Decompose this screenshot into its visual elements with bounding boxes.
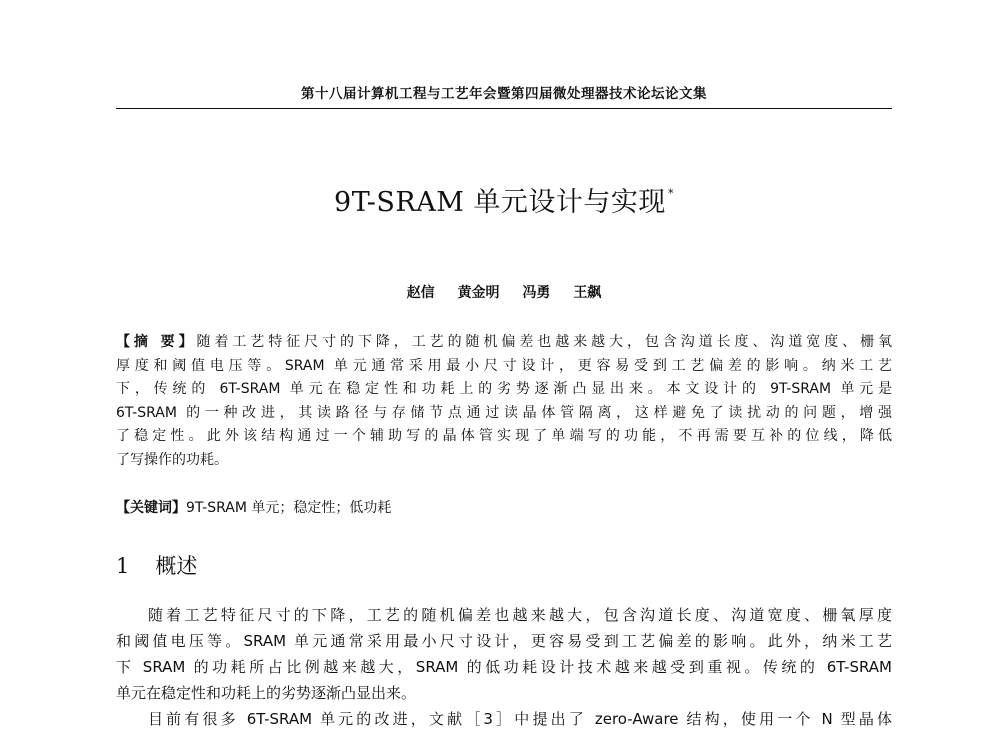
body-line: 单元在稳定性和功耗上的劣势逐渐凸显出来。	[116, 684, 417, 702]
section-title: 概述	[155, 554, 198, 578]
abstract-line: 6T-SRAM 的一种改进，其读路径与存储节点通过读晶体管隔离，这样避免了读扰动的问题，增强	[116, 404, 892, 421]
title-footnote-mark: *	[667, 187, 674, 200]
author: 王飙	[573, 285, 602, 301]
body-line: 和阈值电压等。SRAM 单元通常采用最小尺寸设计，更容易受到工艺偏差的影响。此外，纳米工艺	[116, 632, 892, 650]
abstract-line	[116, 331, 892, 355]
section-number: 1	[116, 554, 130, 578]
author: 黄金明	[457, 285, 500, 301]
author: 赵信	[406, 285, 435, 301]
abstract-line: 了写操作的功耗。	[116, 451, 228, 468]
section-heading	[116, 550, 197, 580]
paper-title-text: 9T-SRAM 单元设计与实现	[334, 187, 666, 218]
body-line: 随着工艺特征尺寸的下降，工艺的随机偏差也越来越大，包含沟道长度、沟道宽度、栅氧厚度	[148, 606, 892, 624]
body-line: 下 SRAM 的功耗所占比例越来越大，SRAM 的低功耗设计技术越来越受到重视。传统的 6T-SRAM	[116, 658, 892, 676]
abstract-line: 下，传统的 6T-SRAM 单元在稳定性和功耗上的劣势逐渐凸显出来。本文设计的 9T-SRAM 单元是	[116, 381, 892, 397]
header-rule	[116, 108, 892, 109]
body-line: 目前有很多 6T-SRAM 单元的改进，文献［3］中提出了 zero-Aware 结构，使用一个 N 型晶体	[148, 710, 892, 728]
running-header: 第十八届计算机工程与工艺年会暨第四届微处理器技术论坛论文集	[301, 86, 707, 102]
abstract-line: 了稳定性。此外该结构通过一个辅助写的晶体管实现了单端写的功能，不再需要互补的位线，降低	[116, 428, 892, 444]
abstract-line: 厚度和阈值电压等。SRAM 单元通常采用最小尺寸设计，更容易受到工艺偏差的影响。纳米工艺	[116, 357, 892, 374]
paper-title	[116, 180, 892, 219]
abstract	[116, 331, 892, 472]
author-list	[116, 282, 892, 302]
keywords	[116, 497, 892, 517]
abstract-line-text: 随着工艺特征尺寸的下降，工艺的随机偏差也越来越大，包含沟道长度、沟道宽度、栅氧	[196, 334, 893, 350]
author: 冯勇	[522, 285, 551, 301]
abstract-label: 【摘 要】	[116, 334, 197, 350]
section-body	[116, 602, 892, 732]
keywords-label: 【关键词】	[116, 500, 186, 516]
keywords-text: 9T-SRAM 单元；稳定性；低功耗	[186, 500, 392, 516]
